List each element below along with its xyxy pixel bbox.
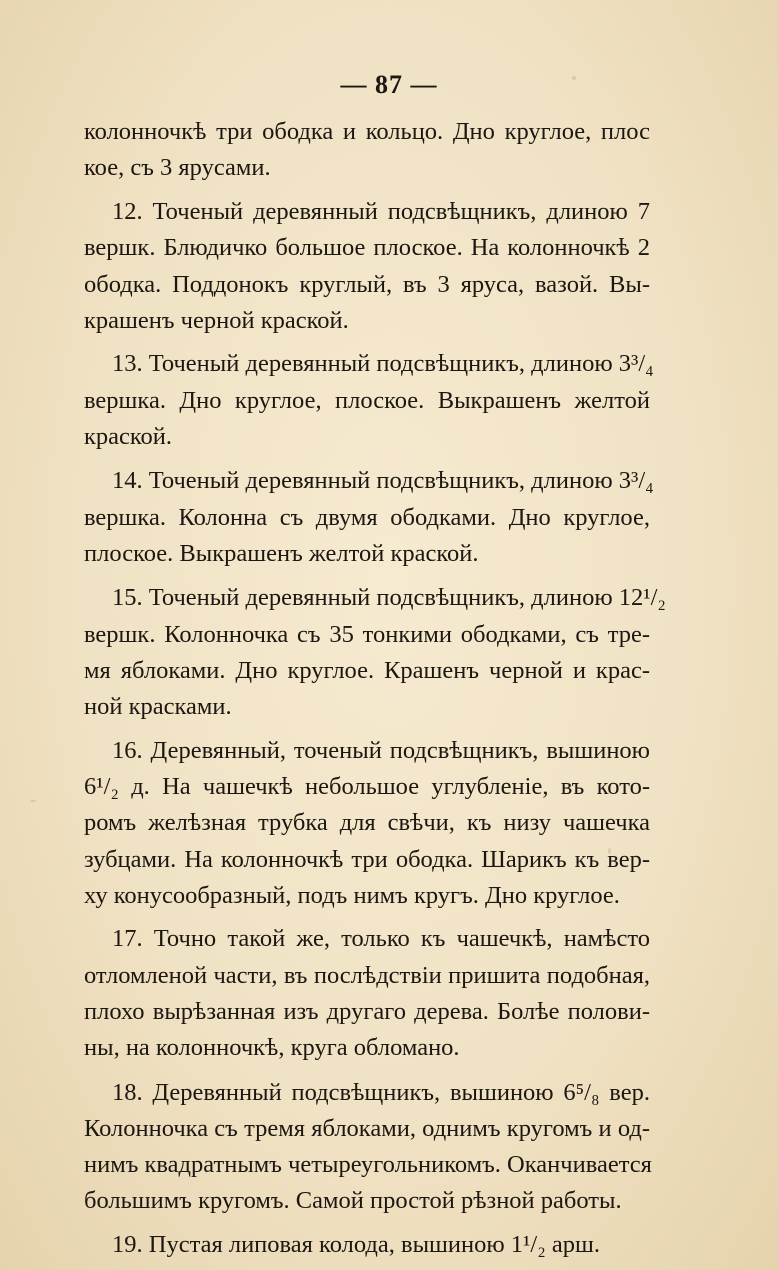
text-line: колонночкѣ три ободка и кольцо. Дно круглое, плос — [84, 118, 650, 145]
text-line: ной красками. — [84, 693, 232, 720]
paragraph-first-line: 18. Деревянный подсвѣщникъ, вышиною 6⁵/₈ вер. — [112, 1079, 650, 1106]
text-line: мя яблоками. Дно круглое. Крашенъ черной и крас- — [84, 657, 650, 684]
text-line: краской. — [84, 423, 173, 450]
text-line: кое, съ 3 ярусами. — [84, 154, 271, 181]
text-line: ху конусообразный, подъ нимъ кругъ. Дно круглое. — [84, 882, 620, 909]
text-line: вершк. Блюдичко большое плоское. На колонночкѣ 2 — [84, 234, 650, 261]
paragraph-first-line: 13. Точеный деревянный подсвѣщникъ, длиною 3³/₄ — [112, 350, 654, 377]
text-line: ромъ желѣзная трубка для свѣчи, къ низу чашечка — [84, 809, 650, 836]
paragraph-first-line: 12. Точеный деревянный подсвѣщникъ, длиною 7 — [112, 198, 650, 225]
page-number: — 87 — — [340, 70, 438, 99]
paragraph-first-line: 19. Пустая липовая колода, вышиною 1¹/₂ арш. — [112, 1231, 600, 1258]
text-line: Колонночка съ тремя яблоками, однимъ кругомъ и од- — [84, 1115, 650, 1142]
paper-speck — [30, 800, 36, 802]
paragraph-first-line: 16. Деревянный, точеный подсвѣщникъ, вышиною — [112, 737, 650, 764]
text-line: вершк. Колонночка съ 35 тонкими ободками, съ тре- — [84, 621, 650, 648]
text-line: крашенъ черной краской. — [84, 307, 349, 334]
paragraph-first-line: 14. Точеный деревянный подсвѣщникъ, длиною 3³/₄ — [112, 467, 654, 494]
text-line: вершка. Дно круглое, плоское. Выкрашенъ желтой — [84, 387, 650, 414]
text-line: большимъ кругомъ. Самой простой рѣзной работы. — [84, 1187, 622, 1214]
text-line: отломленой части, въ послѣдствіи пришита подобная, — [84, 962, 650, 989]
paragraph-first-line: 17. Точно такой же, только къ чашечкѣ, намѣсто — [112, 925, 650, 952]
paragraph-first-line: 15. Точеный деревянный подсвѣщникъ, длиною 12¹/₂ — [112, 584, 666, 611]
text-line: ны, на колонночкѣ, круга обломано. — [84, 1034, 460, 1061]
text-line: плоское. Выкрашенъ желтой краской. — [84, 540, 479, 567]
text-line: плохо вырѣзанная изъ другаго дерева. Болѣе полови- — [84, 998, 650, 1025]
text-line: вершка. Колонна съ двумя ободками. Дно круглое, — [84, 504, 650, 531]
text-line: 6¹/₂ д. На чашечкѣ небольшое углубленіе, въ кото- — [84, 773, 650, 800]
text-line: ободка. Поддонокъ круглый, въ 3 яруса, вазой. Вы- — [84, 271, 650, 298]
text-line: зубцами. На колонночкѣ три ободка. Шарикъ къ вер- — [84, 846, 650, 873]
text-line: нимъ квадратнымъ четыреугольникомъ. Оканчивается — [84, 1151, 652, 1178]
